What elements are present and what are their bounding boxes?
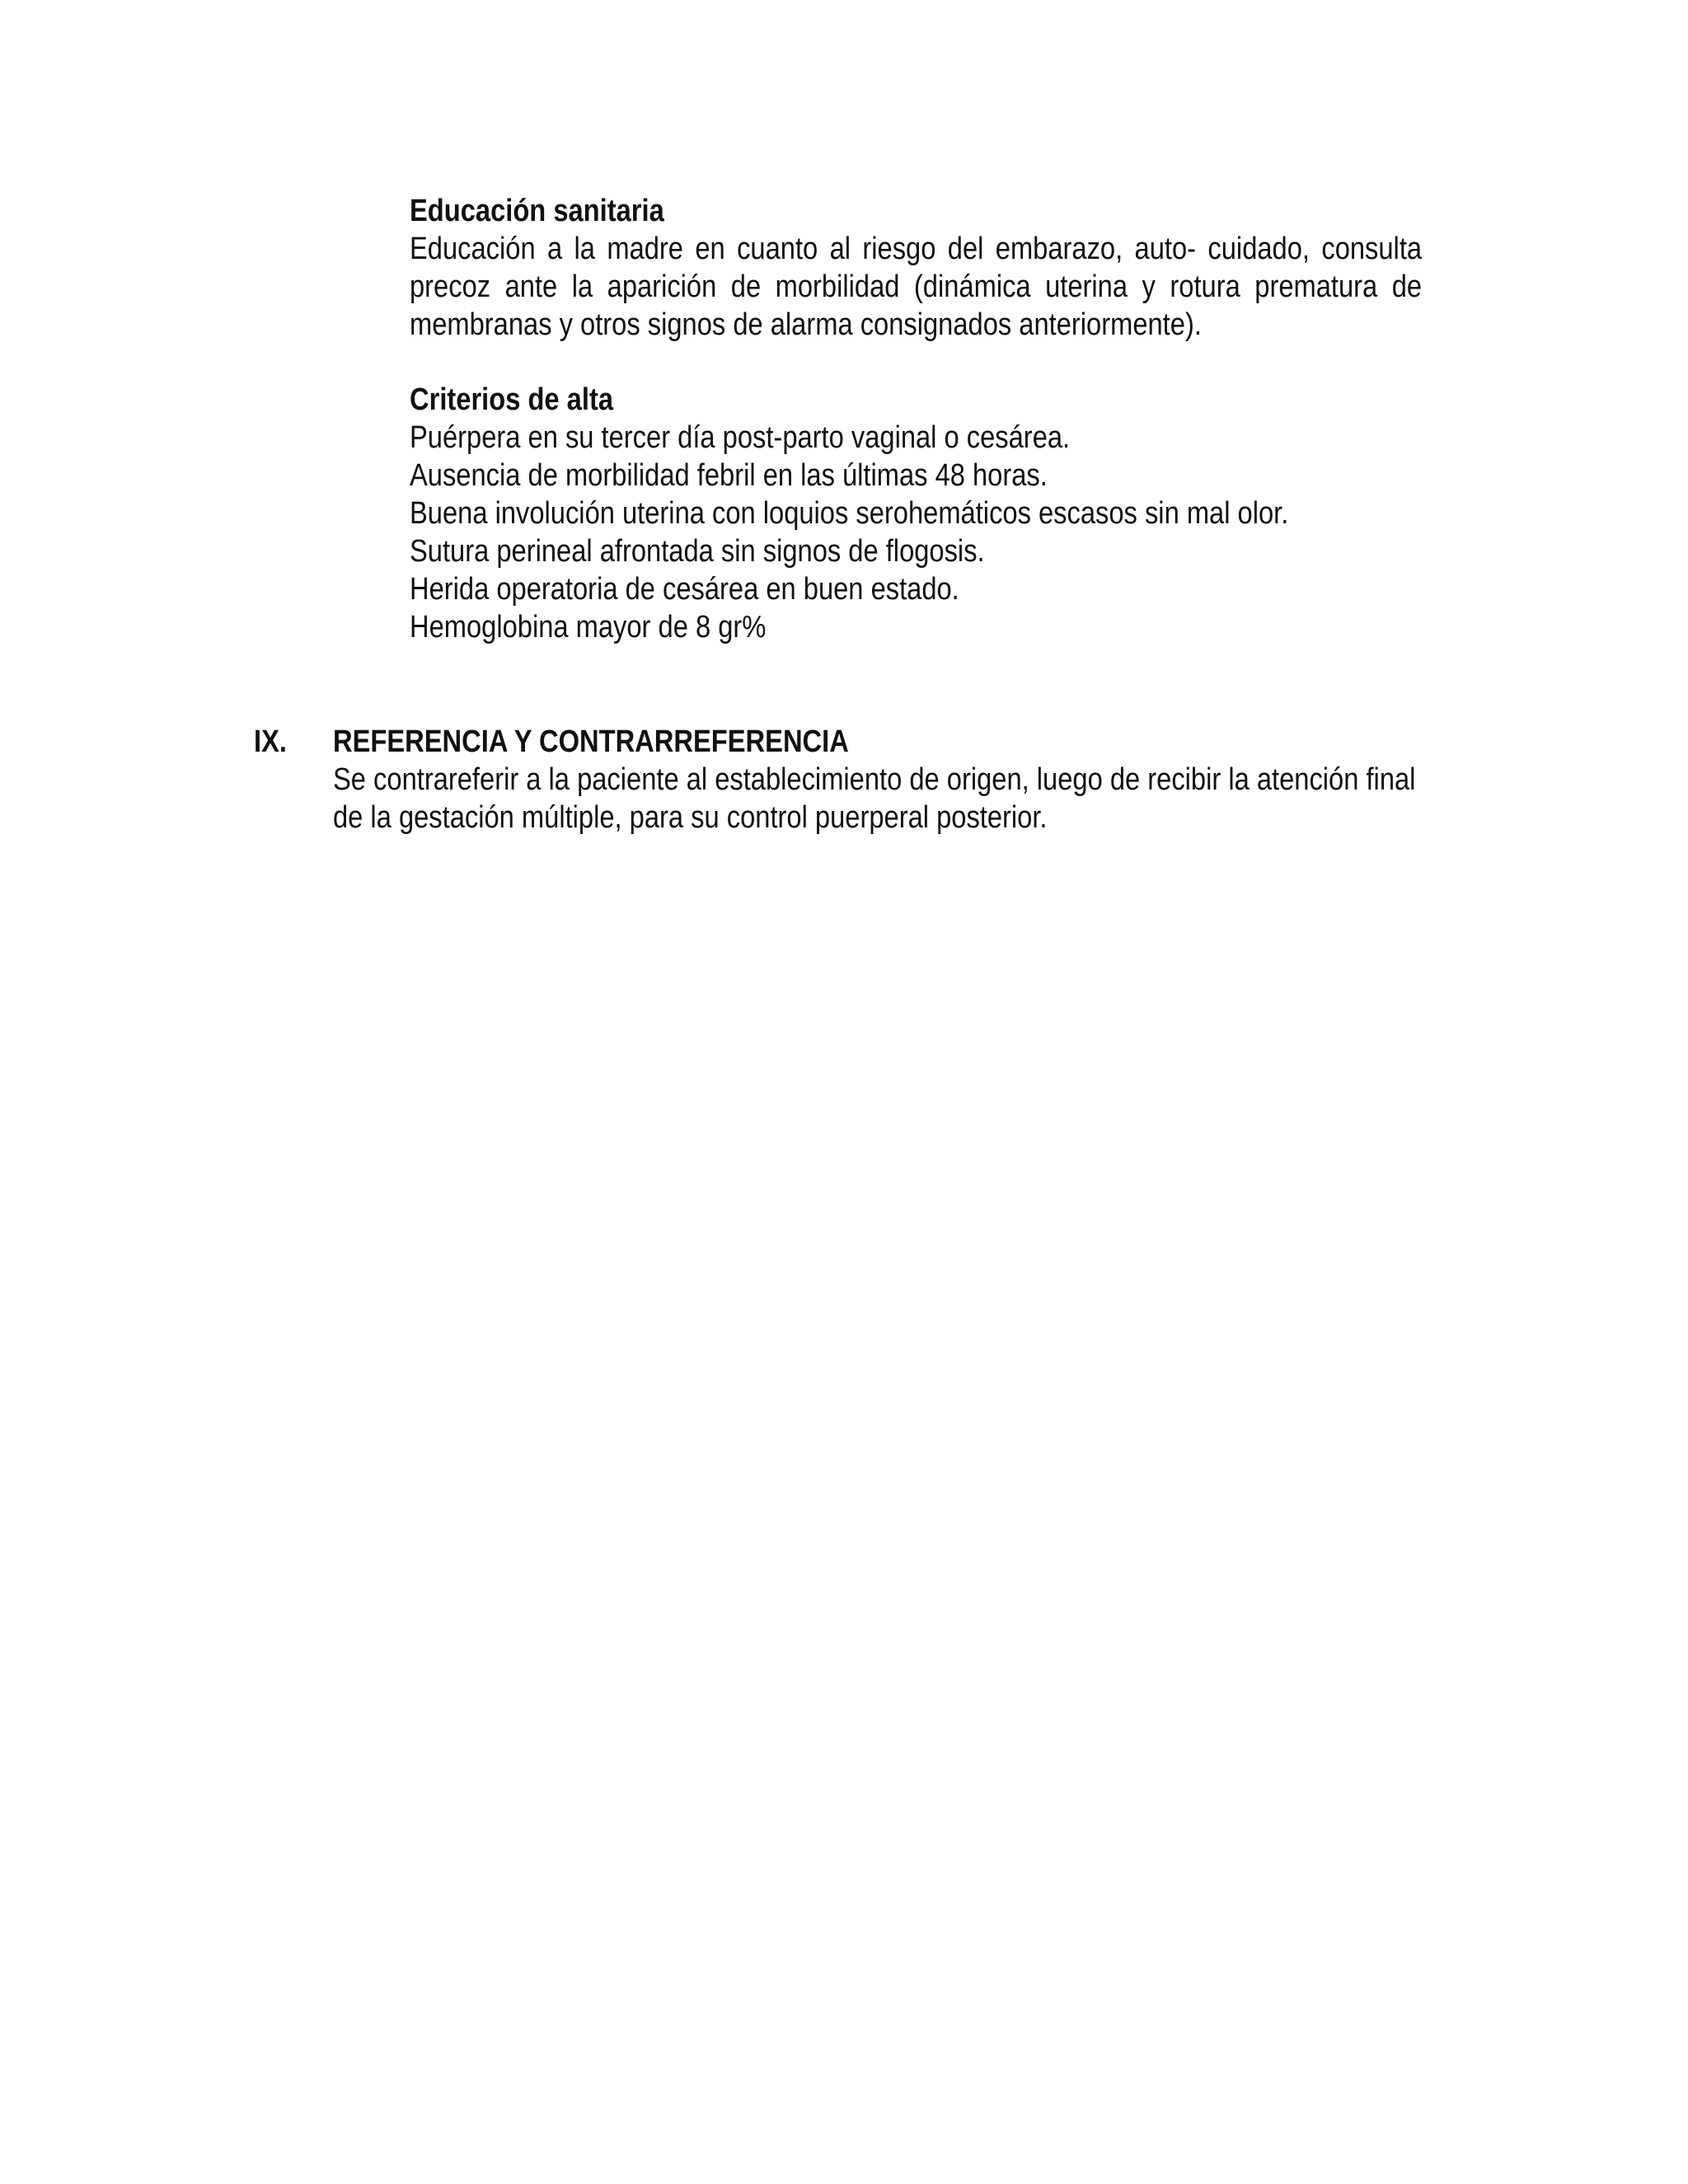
educacion-line-3: membranas y otros signos de alarma consignados anteriormente). [410, 307, 1202, 342]
criterio-item-2: Ausencia de morbilidad febril en las últimas 48 horas. [410, 458, 1048, 493]
section-ix-line-2: de la gestación múltiple, para su control puerperal posterior. [333, 800, 1048, 835]
section-ix-line-1: Se contrareferir a la paciente al establecimiento de origen, luego de recibir la atención final [333, 762, 1416, 797]
criterios-de-alta-section [410, 381, 1422, 646]
criterios-de-alta-heading: Criterios de alta [410, 382, 614, 417]
educacion-sanitaria-section [410, 192, 1422, 344]
educacion-line-2: precoz ante la aparición de morbilidad (dinámica uterina y rotura prematura de [410, 269, 1423, 304]
criterio-item-5: Herida operatoria de cesárea en buen estado. [410, 572, 959, 607]
educacion-sanitaria-heading: Educación sanitaria [410, 194, 664, 228]
criterio-item-6: Hemoglobina mayor de 8 gr% [410, 610, 767, 644]
criterio-item-1: Puérpera en su tercer día post-parto vaginal o cesárea. [410, 420, 1071, 455]
section-ix-number: IX. [254, 724, 287, 759]
educacion-sanitaria-paragraph [410, 230, 1422, 344]
criterio-item-3: Buena involución uterina con loquios serohemáticos escasos sin mal olor. [410, 496, 1289, 531]
criterio-item-4: Sutura perineal afrontada sin signos de flogosis. [410, 534, 985, 569]
educacion-line-1: Educación a la madre en cuanto al riesgo del embarazo, auto- cuidado, consulta [410, 232, 1423, 266]
section-ix-title: REFERENCIA Y CONTRARREFERENCIA [333, 724, 849, 759]
section-ix-body [333, 723, 1424, 837]
